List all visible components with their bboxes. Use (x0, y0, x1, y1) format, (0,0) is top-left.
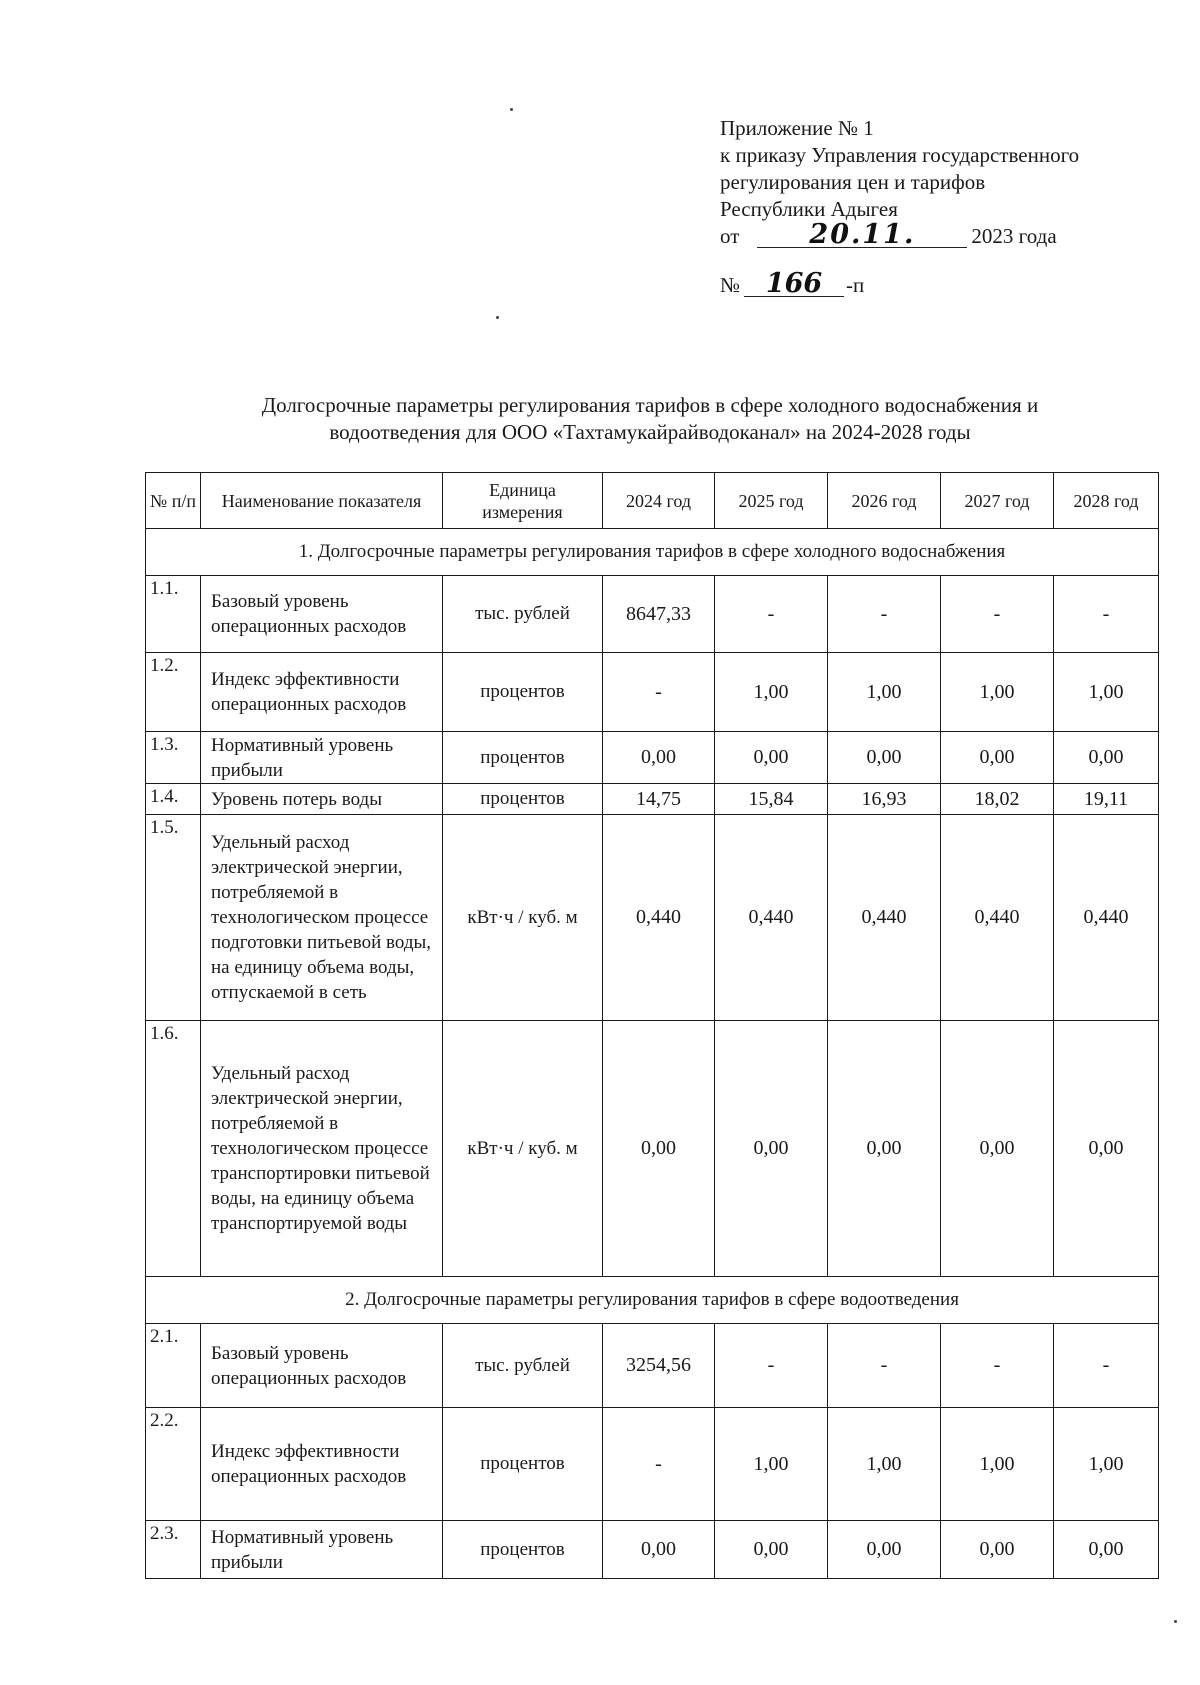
order-date-line (720, 219, 1160, 250)
value-2026: - (828, 1324, 941, 1408)
value-2025: 1,00 (715, 653, 828, 732)
value-2026: 0,00 (828, 1521, 941, 1579)
header-name: Наименование показателя (201, 473, 443, 529)
value-2024: 0,00 (603, 1021, 715, 1277)
row-name: Базовый уровень операционных расходов (201, 1324, 443, 1408)
section-title-water-supply: 1. Долгосрочные параметры регулирования тарифов в сфере холодного водоснабжения (146, 529, 1159, 576)
header-year-2024: 2024 год (603, 473, 715, 529)
document-title (140, 392, 1160, 446)
row-name: Нормативный уровень прибыли (201, 1521, 443, 1579)
row-unit: кВт·ч / куб. м (443, 1021, 603, 1277)
row-number: 1.3. (146, 732, 201, 784)
value-2024: 3254,56 (603, 1324, 715, 1408)
number-suffix: -п (846, 273, 865, 297)
row-number: 2.1. (146, 1324, 201, 1408)
number-prefix: № (720, 273, 741, 297)
value-2028: - (1054, 1324, 1159, 1408)
appendix-number: Приложение № 1 (720, 116, 874, 140)
header-unit: Единица измерения (443, 473, 603, 529)
section-header-row (146, 1277, 1159, 1324)
value-2024: 14,75 (603, 784, 715, 815)
row-unit: процентов (443, 653, 603, 732)
table-row (146, 1324, 1159, 1408)
row-unit: процентов (443, 1408, 603, 1521)
row-number: 1.5. (146, 815, 201, 1021)
value-2026: 0,440 (828, 815, 941, 1021)
order-reference-line3: Республики Адыгея (720, 197, 898, 221)
value-2028: 1,00 (1054, 653, 1159, 732)
table-row (146, 576, 1159, 653)
value-2027: - (941, 576, 1054, 653)
value-2027: 0,00 (941, 1021, 1054, 1277)
value-2028: 0,440 (1054, 815, 1159, 1021)
value-2025: - (715, 576, 828, 653)
value-2027: 1,00 (941, 1408, 1054, 1521)
handwritten-date: 20.11. (757, 223, 967, 248)
value-2024: 0,00 (603, 1521, 715, 1579)
row-number: 1.1. (146, 576, 201, 653)
table-row (146, 732, 1159, 784)
value-2028: 1,00 (1054, 1408, 1159, 1521)
date-year: 2023 года (971, 224, 1057, 248)
row-number: 1.2. (146, 653, 201, 732)
row-name: Уровень потерь воды (201, 784, 443, 815)
value-2026: 1,00 (828, 653, 941, 732)
table-row (146, 784, 1159, 815)
row-name: Нормативный уровень прибыли (201, 732, 443, 784)
value-2027: - (941, 1324, 1054, 1408)
row-name: Индекс эффективности операционных расходов (201, 1408, 443, 1521)
table-row (146, 815, 1159, 1021)
title-line2: водоотведения для ООО «Тахтамукайрайводоканал» на 2024-2028 годы (329, 420, 971, 444)
value-2027: 18,02 (941, 784, 1054, 815)
value-2024: 8647,33 (603, 576, 715, 653)
value-2025: 0,00 (715, 732, 828, 784)
value-2026: - (828, 576, 941, 653)
order-reference-line2: регулирования цен и тарифов (720, 170, 986, 194)
value-2028: 0,00 (1054, 732, 1159, 784)
row-unit: процентов (443, 784, 603, 815)
table-row (146, 1521, 1159, 1579)
value-2024: 0,440 (603, 815, 715, 1021)
order-reference-line1: к приказу Управления государственного (720, 143, 1080, 167)
scan-speck (1174, 1620, 1177, 1623)
row-number: 1.4. (146, 784, 201, 815)
header-year-2028: 2028 год (1054, 473, 1159, 529)
value-2025: - (715, 1324, 828, 1408)
value-2025: 0,00 (715, 1521, 828, 1579)
row-name: Индекс эффективности операционных расходов (201, 653, 443, 732)
header-year-2026: 2026 год (828, 473, 941, 529)
value-2025: 0,00 (715, 1021, 828, 1277)
row-unit: тыс. рублей (443, 1324, 603, 1408)
date-prefix: от (720, 224, 740, 248)
parameters-table (145, 472, 1159, 1579)
row-number: 2.2. (146, 1408, 201, 1521)
row-name: Удельный расход электрической энергии, потребляемой в технологическом процессе подготовки питьевой воды, на единицу объема воды, отпускаемой в сеть (201, 815, 443, 1021)
row-unit: кВт·ч / куб. м (443, 815, 603, 1021)
row-unit: процентов (443, 732, 603, 784)
header-num: № п/п (146, 473, 201, 529)
order-number-line (720, 268, 1160, 299)
value-2027: 0,00 (941, 732, 1054, 784)
header-year-2027: 2027 год (941, 473, 1054, 529)
scan-speck (510, 108, 513, 111)
value-2025: 1,00 (715, 1408, 828, 1521)
value-2028: - (1054, 576, 1159, 653)
value-2026: 0,00 (828, 732, 941, 784)
header-year-2025: 2025 год (715, 473, 828, 529)
value-2028: 0,00 (1054, 1521, 1159, 1579)
row-name: Удельный расход электрической энергии, потребляемой в технологическом процессе транспортировки питьевой воды, на единицу объема транспортируемой воды (201, 1021, 443, 1277)
value-2026: 0,00 (828, 1021, 941, 1277)
handwritten-number: 166 (744, 272, 844, 297)
value-2027: 0,00 (941, 1521, 1054, 1579)
value-2027: 0,440 (941, 815, 1054, 1021)
value-2024: 0,00 (603, 732, 715, 784)
row-unit: тыс. рублей (443, 576, 603, 653)
row-number: 2.3. (146, 1521, 201, 1579)
table-row (146, 653, 1159, 732)
value-2025: 0,440 (715, 815, 828, 1021)
section-title-wastewater: 2. Долгосрочные параметры регулирования тарифов в сфере водоотведения (146, 1277, 1159, 1324)
appendix-header (720, 115, 1160, 299)
value-2024: - (603, 653, 715, 732)
scan-speck (496, 316, 499, 319)
value-2026: 16,93 (828, 784, 941, 815)
value-2025: 15,84 (715, 784, 828, 815)
value-2027: 1,00 (941, 653, 1054, 732)
title-line1: Долгосрочные параметры регулирования тарифов в сфере холодного водоснабжения и (261, 393, 1039, 417)
value-2028: 0,00 (1054, 1021, 1159, 1277)
value-2028: 19,11 (1054, 784, 1159, 815)
row-number: 1.6. (146, 1021, 201, 1277)
table-row (146, 1408, 1159, 1521)
row-unit: процентов (443, 1521, 603, 1579)
value-2026: 1,00 (828, 1408, 941, 1521)
section-header-row (146, 529, 1159, 576)
table-header-row (146, 473, 1159, 529)
table-row (146, 1021, 1159, 1277)
row-name: Базовый уровень операционных расходов (201, 576, 443, 653)
value-2024: - (603, 1408, 715, 1521)
